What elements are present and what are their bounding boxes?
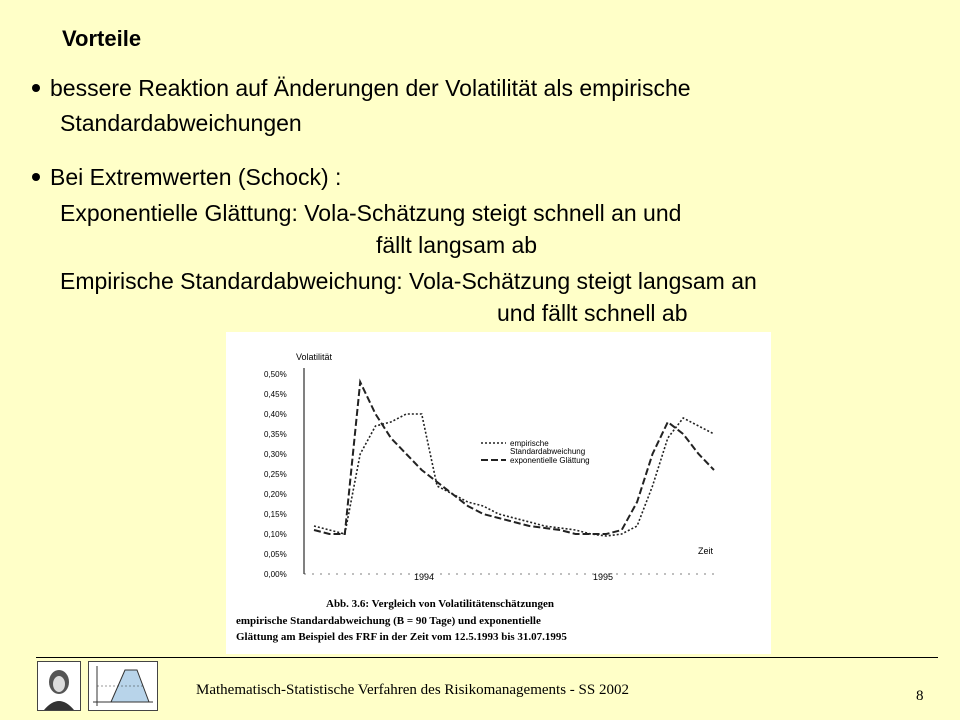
chart-figure <box>226 332 771 654</box>
bullet-dot-icon <box>32 173 40 181</box>
exp-smoothing-line-2: fällt langsam ab <box>376 232 538 258</box>
slide-heading: Vorteile <box>62 26 142 51</box>
x-axis-label: Zeit <box>698 546 714 556</box>
empirical-line-1: Empirische Standardabweichung: Vola-Schätzung steigt langsam an <box>60 268 757 294</box>
y-tick-label: 0,05% <box>264 550 287 559</box>
bullet-1-continuation: Standardabweichungen <box>60 110 302 136</box>
y-tick-label: 0,15% <box>264 510 287 519</box>
y-tick-label: 0,50% <box>264 370 287 379</box>
graph-logo-icon <box>88 661 158 711</box>
bullet-2 <box>32 162 341 192</box>
y-tick-label: 0,30% <box>264 450 287 459</box>
footer-divider <box>36 657 938 658</box>
y-tick-label: 0,10% <box>264 530 287 539</box>
exp-smoothing-line-1: Exponentielle Glättung: Vola-Schätzung steigt schnell an und <box>60 200 682 226</box>
y-tick-label: 0,45% <box>264 390 287 399</box>
volatility-chart <box>226 332 771 654</box>
empirical-line-2: und fällt schnell ab <box>497 300 688 326</box>
footer-course-title: Mathematisch-Statistische Verfahren des Risikomanagements - SS 2002 <box>196 682 629 698</box>
caption-line-3: Glättung am Beispiel des FRF in der Zeit vom 12.5.1993 bis 31.07.1995 <box>236 631 567 643</box>
x-tick-1994: 1994 <box>414 572 435 582</box>
bullet-2-text: Bei Extremwerten (Schock) : <box>50 164 342 190</box>
bullet-1-text: bessere Reaktion auf Änderungen der Volatilität als empirische <box>50 75 691 101</box>
caption-line-2: empirische Standardabweichung (B = 90 Tage) und exponentielle <box>236 615 541 627</box>
y-tick-label: 0,25% <box>264 470 287 479</box>
page-number: 8 <box>916 688 924 704</box>
y-tick-label: 0,20% <box>264 490 287 499</box>
bullet-dot-icon <box>32 84 40 92</box>
bullet-1 <box>32 73 691 103</box>
series-empirical-line <box>314 414 714 536</box>
y-tick-label: 0,00% <box>264 570 287 579</box>
x-tick-1995: 1995 <box>593 572 614 582</box>
caption-line-1: Abb. 3.6: Vergleich von Volatilitätenschätzungen <box>326 598 554 610</box>
y-axis-label: Volatilität <box>296 352 333 362</box>
y-tick-label: 0,40% <box>264 410 287 419</box>
y-tick-label: 0,35% <box>264 430 287 439</box>
legend-exponential: exponentielle Glättung <box>510 456 590 465</box>
legend-empirical-2: Standardabweichung <box>510 447 586 456</box>
legend-empirical-1: empirische <box>510 439 549 448</box>
portrait-logo-icon <box>37 661 81 711</box>
